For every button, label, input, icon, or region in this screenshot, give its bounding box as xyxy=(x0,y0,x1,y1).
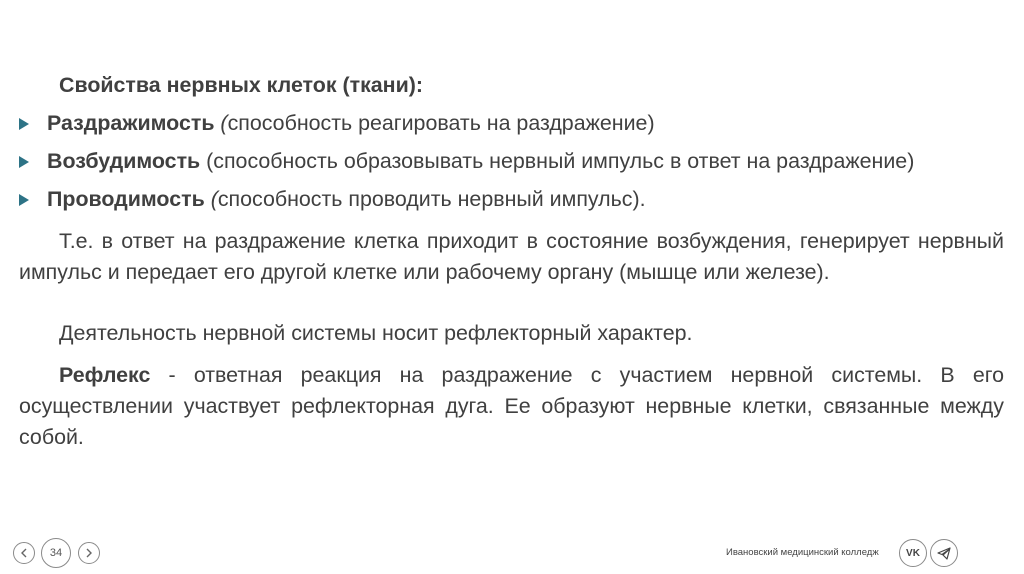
college-name: Ивановский медицинский колледж xyxy=(726,547,879,558)
vk-share-button[interactable] xyxy=(899,539,927,567)
bottom-toolbar xyxy=(0,534,1024,574)
bullet-triangle-icon xyxy=(19,194,29,206)
next-slide-button[interactable] xyxy=(78,542,100,564)
bullet-content xyxy=(47,146,914,177)
bullet-desc: способность реагировать на раздражение) xyxy=(227,111,655,135)
bullet-triangle-icon xyxy=(19,156,29,168)
bullet-open-paren: ( xyxy=(214,111,228,135)
bullet-term: Раздражимость xyxy=(47,111,215,135)
bullet-content xyxy=(47,184,646,215)
chevron-right-icon xyxy=(85,548,93,558)
bullet-desc: способность проводить нервный импульс). xyxy=(217,187,646,211)
bullet-triangle-icon xyxy=(19,118,29,130)
bullet-open-paren: ( xyxy=(204,187,218,211)
paragraph-reflex-nature: Деятельность нервной системы носит рефлекторный характер. xyxy=(59,321,693,345)
bullet-content xyxy=(47,108,655,139)
paragraph-explanation: Т.е. в ответ на раздражение клетка приходит в состояние возбуждения, генерирует нервный импульс и передает его другой клетке или рабочему органу (мышце или железе). xyxy=(19,229,1004,284)
page-number: 34 xyxy=(41,538,71,568)
slide-heading: Свойства нервных клеток (ткани): xyxy=(59,73,423,97)
bullet-term: Проводимость xyxy=(47,187,205,211)
telegram-icon xyxy=(937,547,951,560)
telegram-share-button[interactable] xyxy=(930,539,958,567)
bullet-term: Возбудимость xyxy=(47,149,201,173)
chevron-left-icon xyxy=(20,548,28,558)
prev-slide-button[interactable] xyxy=(13,542,35,564)
bullet-open-paren: ( xyxy=(200,149,214,173)
vk-icon: VK xyxy=(906,547,920,559)
reflex-definition: - ответная реакция на раздражение с участием нервной системы. В его осуществлении участвует рефлекторная дуга. Ее образуют нервные клетки, связанные между собой. xyxy=(19,363,1004,449)
paragraph-reflex-definition xyxy=(19,360,1004,453)
bullet-desc: способность образовывать нервный импульс в ответ на раздражение) xyxy=(213,149,915,173)
reflex-term: Рефлекс xyxy=(59,363,151,387)
